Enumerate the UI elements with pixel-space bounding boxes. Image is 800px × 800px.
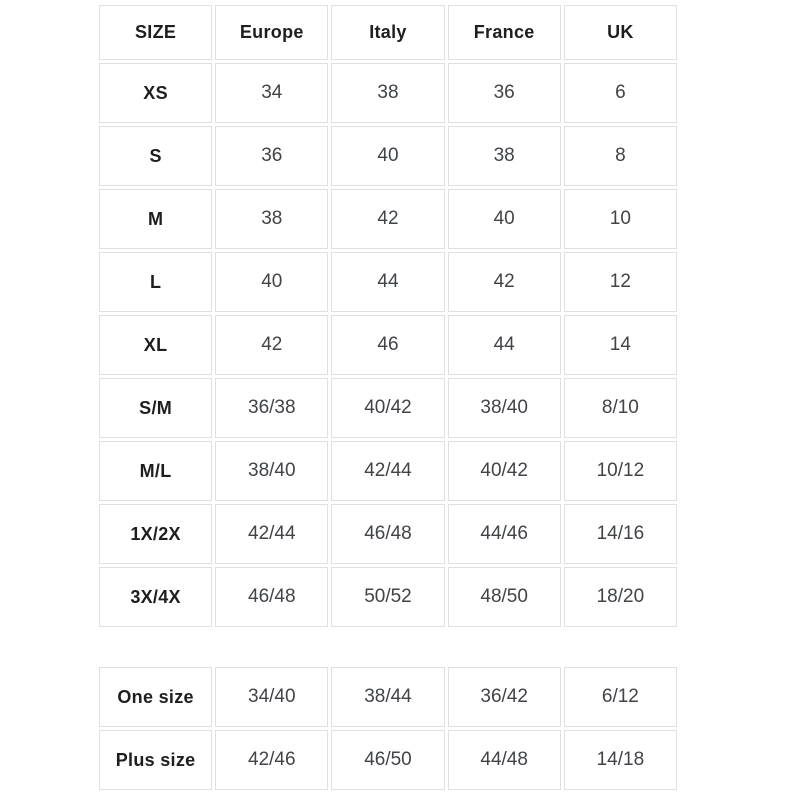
table-row <box>99 126 677 186</box>
table-row <box>99 441 677 501</box>
size-label-cell: Plus size <box>99 730 212 790</box>
size-value-cell: 44/48 <box>448 730 561 790</box>
size-value-cell: 42 <box>448 252 561 312</box>
size-value-cell: 46/48 <box>331 504 444 564</box>
size-value-cell: 40 <box>331 126 444 186</box>
size-conversion-table <box>96 2 680 630</box>
table-row <box>99 667 677 727</box>
size-value-cell: 6/12 <box>564 667 677 727</box>
table-row <box>99 567 677 627</box>
size-value-cell: 38/44 <box>331 667 444 727</box>
size-value-cell: 18/20 <box>564 567 677 627</box>
column-header-europe: Europe <box>215 5 328 60</box>
table-row <box>99 504 677 564</box>
size-value-cell: 14/16 <box>564 504 677 564</box>
size-label-cell: M/L <box>99 441 212 501</box>
header-row <box>99 5 677 60</box>
size-label-cell: M <box>99 189 212 249</box>
size-label-cell: L <box>99 252 212 312</box>
size-value-cell: 44/46 <box>448 504 561 564</box>
size-value-cell: 46/48 <box>215 567 328 627</box>
size-label-cell: 3X/4X <box>99 567 212 627</box>
size-label-cell: 1X/2X <box>99 504 212 564</box>
size-value-cell: 14/18 <box>564 730 677 790</box>
table-row <box>99 730 677 790</box>
size-value-cell: 40/42 <box>448 441 561 501</box>
size-label-cell: S <box>99 126 212 186</box>
size-label-cell: S/M <box>99 378 212 438</box>
size-label-cell: One size <box>99 667 212 727</box>
size-table-header <box>99 5 677 60</box>
size-value-cell: 36 <box>448 63 561 123</box>
column-header-uk: UK <box>564 5 677 60</box>
size-value-cell: 34 <box>215 63 328 123</box>
size-value-cell: 48/50 <box>448 567 561 627</box>
size-value-cell: 38/40 <box>215 441 328 501</box>
size-value-cell: 36 <box>215 126 328 186</box>
size-chart-container <box>96 0 680 793</box>
size-value-cell: 10/12 <box>564 441 677 501</box>
special-size-table <box>96 664 680 793</box>
special-size-table-body <box>99 667 677 790</box>
size-value-cell: 36/42 <box>448 667 561 727</box>
size-value-cell: 46 <box>331 315 444 375</box>
size-value-cell: 14 <box>564 315 677 375</box>
size-value-cell: 40/42 <box>331 378 444 438</box>
size-value-cell: 44 <box>331 252 444 312</box>
size-value-cell: 12 <box>564 252 677 312</box>
size-value-cell: 42 <box>215 315 328 375</box>
size-value-cell: 40 <box>215 252 328 312</box>
column-header-size: SIZE <box>99 5 212 60</box>
size-value-cell: 42 <box>331 189 444 249</box>
size-value-cell: 38/40 <box>448 378 561 438</box>
size-table-body <box>99 63 677 627</box>
size-label-cell: XS <box>99 63 212 123</box>
size-value-cell: 8/10 <box>564 378 677 438</box>
table-row <box>99 252 677 312</box>
size-value-cell: 36/38 <box>215 378 328 438</box>
column-header-italy: Italy <box>331 5 444 60</box>
table-row <box>99 378 677 438</box>
size-value-cell: 44 <box>448 315 561 375</box>
column-header-france: France <box>448 5 561 60</box>
size-value-cell: 42/46 <box>215 730 328 790</box>
size-value-cell: 6 <box>564 63 677 123</box>
size-value-cell: 40 <box>448 189 561 249</box>
size-value-cell: 8 <box>564 126 677 186</box>
size-value-cell: 10 <box>564 189 677 249</box>
size-value-cell: 38 <box>448 126 561 186</box>
size-value-cell: 34/40 <box>215 667 328 727</box>
size-value-cell: 42/44 <box>215 504 328 564</box>
table-row <box>99 189 677 249</box>
size-value-cell: 46/50 <box>331 730 444 790</box>
size-value-cell: 42/44 <box>331 441 444 501</box>
table-row <box>99 63 677 123</box>
table-row <box>99 315 677 375</box>
size-value-cell: 38 <box>215 189 328 249</box>
size-label-cell: XL <box>99 315 212 375</box>
size-value-cell: 50/52 <box>331 567 444 627</box>
size-value-cell: 38 <box>331 63 444 123</box>
